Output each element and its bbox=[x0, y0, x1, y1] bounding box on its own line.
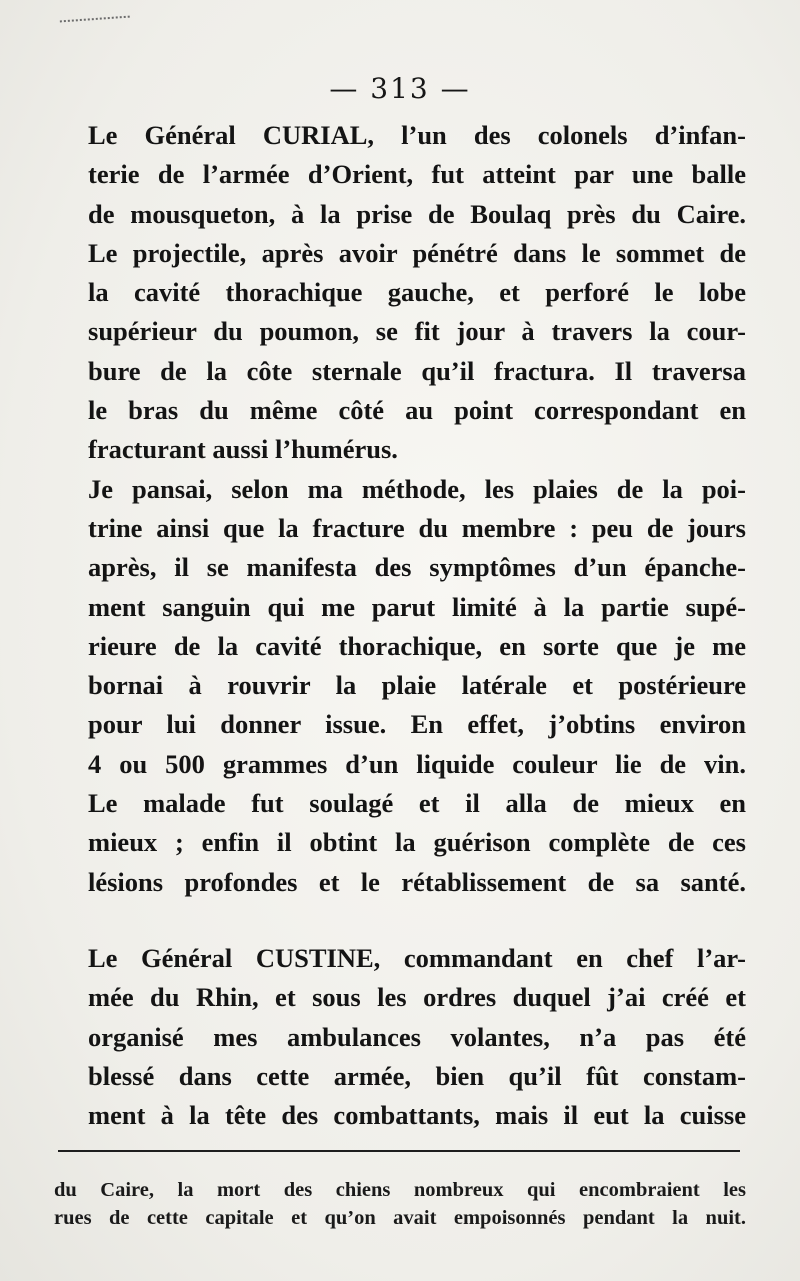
footnote-line: rues de cette capitale et qu’on avait empoisonnés pendant la nuit. bbox=[54, 1207, 746, 1229]
page-number: — 313 — bbox=[329, 72, 471, 105]
text-line: ment sanguin qui me parut limité à la partie supé- bbox=[88, 591, 746, 622]
text-line: terie de l’armée d’Orient, fut atteint par une balle bbox=[88, 159, 746, 190]
ink-scuff bbox=[60, 16, 130, 29]
footnote-line: du Caire, la mort des chiens nombreux qui encombraient les bbox=[54, 1179, 746, 1201]
paragraph-recovery bbox=[54, 784, 746, 902]
text-line: Le Général CURIAL, l’un des colonels d’infan- bbox=[88, 120, 746, 150]
text-line: supérieur du poumon, se fit jour à travers la cour- bbox=[88, 316, 746, 347]
text-line: organisé mes ambulances volantes, n’a pas été bbox=[88, 1021, 746, 1052]
paragraph-treatment bbox=[54, 470, 746, 784]
text-line: la cavité thorachique gauche, et perforé le lobe bbox=[88, 277, 746, 308]
text-line: ment à la tête des combattants, mais il eut la cuisse bbox=[88, 1100, 746, 1131]
text-line: le bras du même côté au point correspondant en bbox=[88, 395, 746, 426]
text-line: Le Général CUSTINE, commandant en chef l’ar- bbox=[88, 942, 746, 973]
text-line: après, il se manifesta des symptômes d’un épanche- bbox=[88, 552, 746, 583]
paragraph-curial-wound bbox=[54, 116, 746, 470]
text-line: 4 ou 500 grammes d’un liquide couleur lie de vin. bbox=[88, 748, 746, 779]
footnote-divider bbox=[58, 1150, 740, 1152]
text-line: Je pansai, selon ma méthode, les plaies de la poi- bbox=[88, 473, 746, 504]
text-line: trine ainsi que la fracture du membre : peu de jours bbox=[88, 512, 746, 543]
text-line: fracturant aussi l’humérus. bbox=[88, 434, 398, 465]
text-line: Le projectile, après avoir pénétré dans le sommet de bbox=[88, 237, 746, 268]
text-line: de mousqueton, à la prise de Boulaq près du Caire. bbox=[88, 198, 746, 229]
text-line: bure de la côte sternale qu’il fractura. Il traversa bbox=[88, 355, 746, 386]
text-line: lésions profondes et le rétablissement de sa santé. bbox=[88, 866, 746, 897]
text-line: bornai à rouvrir la plaie latérale et postérieure bbox=[88, 670, 746, 701]
body-text bbox=[54, 116, 746, 1135]
text-line: mée du Rhin, et sous les ordres duquel j’ai créé et bbox=[88, 982, 746, 1013]
text-line: Le malade fut soulagé et il alla de mieux en bbox=[88, 788, 746, 819]
section-gap bbox=[54, 902, 746, 939]
text-line: blessé dans cette armée, bien qu’il fût constam- bbox=[88, 1060, 746, 1091]
paragraph-custine bbox=[54, 939, 746, 1135]
footnote bbox=[54, 1176, 746, 1232]
text-line: pour lui donner issue. En effet, j’obtins environ bbox=[88, 709, 746, 740]
text-line: mieux ; enfin il obtint la guérison complète de ces bbox=[88, 827, 746, 858]
text-line: rieure de la cavité thorachique, en sorte que je me bbox=[88, 630, 746, 661]
